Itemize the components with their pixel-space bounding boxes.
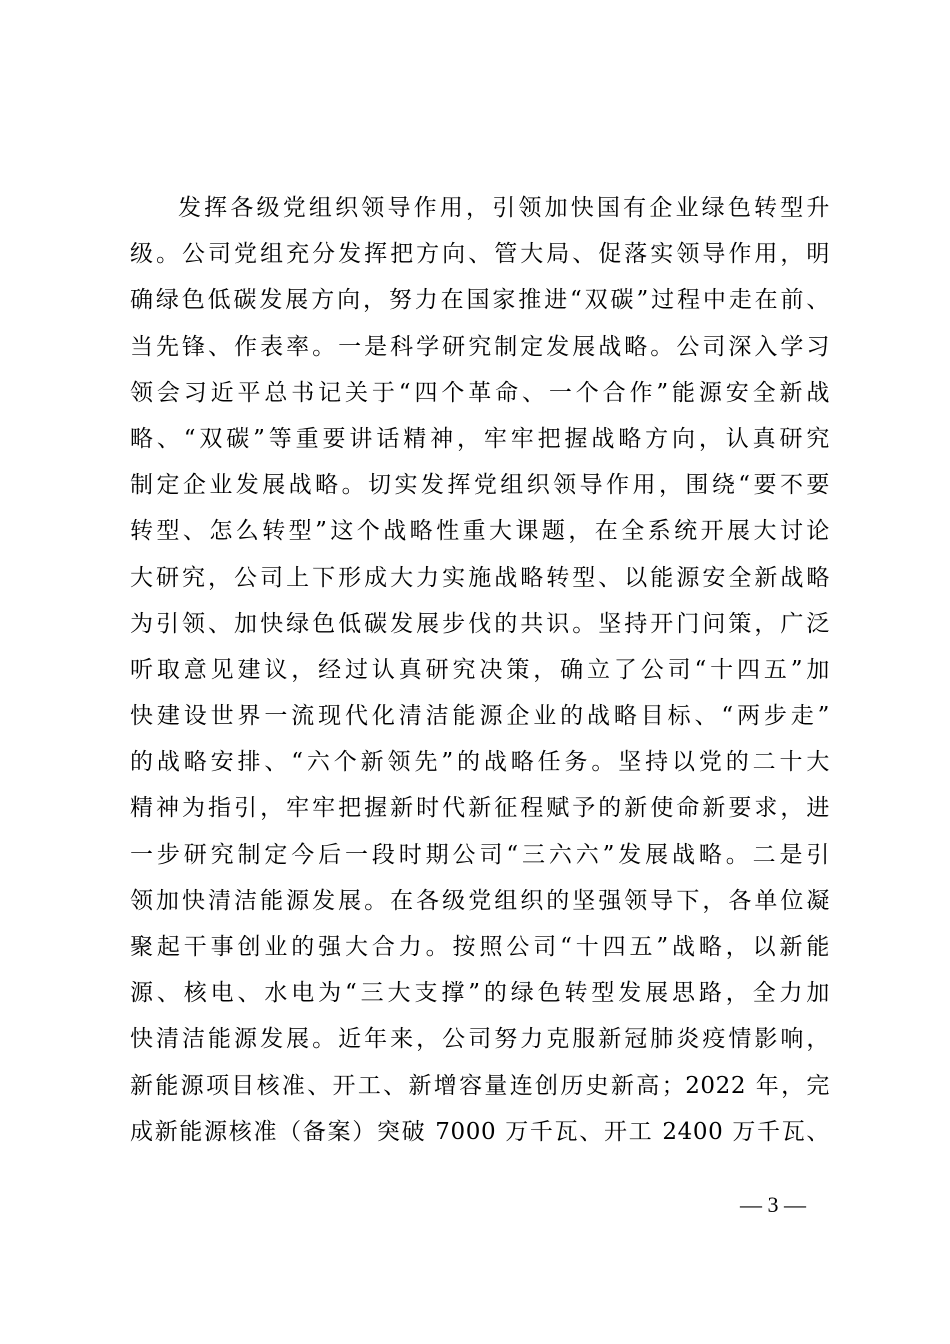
text-line: 领会习近平总书记关于“四个革命、一个合作”能源安全新战 [130,379,830,406]
text-line: 大研究，公司上下形成大力实施战略转型、以能源安全新战略 [130,564,830,591]
text-line: 为引领、加快绿色低碳发展步伐的共识。坚持开门问策，广泛 [130,610,830,637]
text-line: 快建设世界一流现代化清洁能源企业的战略目标、“两步走” [130,703,830,730]
text-line: 精神为指引，牢牢把握新时代新征程赋予的新使命新要求，进 [130,795,830,822]
text-line: 成新能源核准（备案）突破 7000 万千瓦、开工 2400 万千瓦、 [130,1118,830,1145]
text-line: 快清洁能源发展。近年来，公司努力克服新冠肺炎疫情影响， [130,1026,830,1053]
text-line: 确绿色低碳发展方向，努力在国家推进“双碳”过程中走在前、 [130,287,830,314]
text-line: 领加快清洁能源发展。在各级党组织的坚强领导下，各单位凝 [130,887,830,914]
text-line: 源、核电、水电为“三大支撑”的绿色转型发展思路，全力加 [130,980,830,1007]
text-line: 听取意见建议，经过认真研究决策，确立了公司“十四五”加 [130,656,830,683]
text-line: 略、“双碳”等重要讲话精神，牢牢把握战略方向，认真研究 [130,425,830,452]
text-line: 一步研究制定今后一段时期公司“三六六”发展战略。二是引 [130,841,830,868]
text-line: 当先锋、作表率。一是科学研究制定发展战略。公司深入学习 [130,333,830,360]
text-line: 制定企业发展战略。切实发挥党组织领导作用，围绕“要不要 [130,472,830,499]
text-line: 的战略安排、“六个新领先”的战略任务。坚持以党的二十大 [130,749,830,776]
text-line: 聚起干事创业的强大合力。按照公司“十四五”战略，以新能 [130,934,830,960]
text-line: 转型、怎么转型”这个战略性重大课题，在全系统开展大讨论 [130,518,830,545]
text-line: 级。公司党组充分发挥把方向、管大局、促落实领导作用，明 [130,241,830,268]
body-paragraph [130,185,830,1155]
text-line: 新能源项目核准、开工、新增容量连创历史新高；2022 年，完 [130,1072,830,1099]
text-line: 发挥各级党组织领导作用，引领加快国有企业绿色转型升 [178,195,830,221]
page-number: — 3 — [740,1192,806,1217]
